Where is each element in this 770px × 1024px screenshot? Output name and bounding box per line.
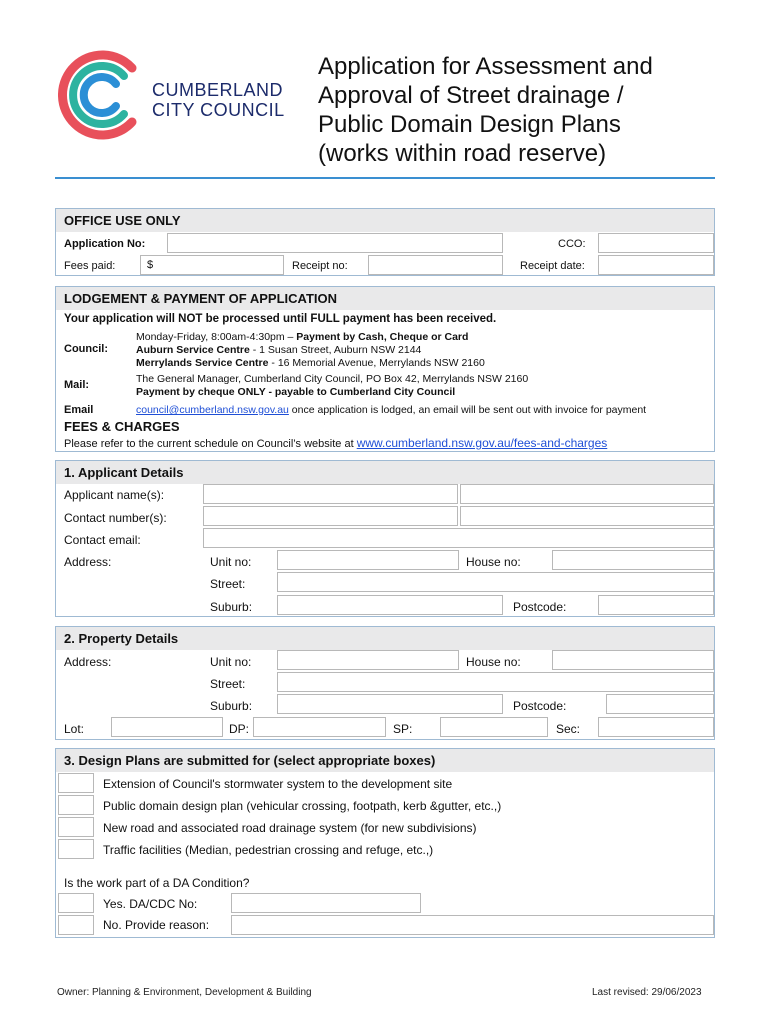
fees-text: Please refer to the current schedule on Council’s website at www.cumberland.nsw.gov.au/fees-and-charges <box>64 436 608 450</box>
applicant-names-label: Applicant name(s): <box>64 488 165 502</box>
title-line3: Public Domain Design Plans <box>318 111 621 138</box>
fees-paid-label: Fees paid: <box>64 260 116 272</box>
email-label: Email <box>64 404 94 416</box>
applicant-postcode-label: Postcode: <box>513 600 567 614</box>
title-line2: Approval of Street drainage / <box>318 82 624 109</box>
contact-number-input-1[interactable] <box>203 506 458 526</box>
contact-number-input-2[interactable] <box>460 506 714 526</box>
property-panel <box>55 626 715 740</box>
office-use-panel <box>55 208 715 276</box>
mail-label: Mail: <box>64 379 90 391</box>
lodgement-panel <box>55 286 715 452</box>
merrylands-centre: Merrylands Service Centre - 16 Memorial Avenue, Merrylands NSW 2160 <box>136 357 485 369</box>
payment-notice: Your application will NOT be processed until FULL payment has been received. <box>64 313 497 325</box>
property-unit-label: Unit no: <box>210 655 252 669</box>
mail-payment: Payment by cheque ONLY - payable to Cumberland City Council <box>136 386 456 398</box>
application-no-input[interactable] <box>167 233 503 253</box>
no-reason-input[interactable] <box>231 915 714 935</box>
page-title <box>318 52 748 168</box>
design-plans-header: 3. Design Plans are submitted for (select appropriate boxes) <box>56 749 714 772</box>
applicant-unit-input[interactable] <box>277 550 459 570</box>
applicant-name-input-1[interactable] <box>203 484 458 504</box>
email-line: council@cumberland.nsw.gov.au once application is lodged, an email will be sent out with invoice for payment <box>136 404 647 416</box>
dp-label: DP: <box>229 722 250 736</box>
application-no-label: Application No: <box>64 238 146 250</box>
cco-input[interactable] <box>598 233 714 253</box>
council-logo <box>58 50 298 140</box>
office-use-header: OFFICE USE ONLY <box>56 209 714 232</box>
da-question: Is the work part of a DA Condition? <box>64 876 250 890</box>
option-checkbox-3[interactable] <box>58 817 94 837</box>
property-postcode-label: Postcode: <box>513 699 567 713</box>
sp-input[interactable] <box>440 717 548 737</box>
property-postcode-input[interactable] <box>606 694 714 714</box>
receipt-no-label: Receipt no: <box>292 260 348 272</box>
fees-heading: FEES & CHARGES <box>64 419 180 434</box>
footer-owner: Owner: Planning & Environment, Development & Building <box>57 987 312 998</box>
property-suburb-input[interactable] <box>277 694 503 714</box>
property-unit-input[interactable] <box>277 650 459 670</box>
option-checkbox-4[interactable] <box>58 839 94 859</box>
applicant-postcode-input[interactable] <box>598 595 714 615</box>
fees-link[interactable]: www.cumberland.nsw.gov.au/fees-and-charges <box>356 436 608 450</box>
lodgement-header: LODGEMENT & PAYMENT OF APPLICATION <box>56 287 714 310</box>
applicant-house-input[interactable] <box>552 550 714 570</box>
da-yes-checkbox[interactable] <box>58 893 94 913</box>
applicant-street-input[interactable] <box>277 572 714 592</box>
option-label-1: Extension of Council's stormwater system to the development site <box>103 777 453 791</box>
applicant-street-label: Street: <box>210 577 246 591</box>
sec-input[interactable] <box>598 717 714 737</box>
title-line4: (works within road reserve) <box>318 140 607 167</box>
property-street-label: Street: <box>210 677 246 691</box>
council-logo-icon <box>58 50 148 140</box>
receipt-date-label: Receipt date: <box>520 260 585 272</box>
option-checkbox-2[interactable] <box>58 795 94 815</box>
lot-input[interactable] <box>111 717 223 737</box>
applicant-panel <box>55 460 715 617</box>
fees-paid-input[interactable] <box>140 255 284 275</box>
cco-label: CCO: <box>558 238 586 250</box>
email-link[interactable]: council@cumberland.nsw.gov.au <box>136 404 289 416</box>
property-suburb-label: Suburb: <box>210 699 253 713</box>
da-no-checkbox[interactable] <box>58 915 94 935</box>
da-no-label: No. Provide reason: <box>103 918 210 932</box>
dp-input[interactable] <box>253 717 386 737</box>
da-cdc-no-input[interactable] <box>231 893 421 913</box>
property-street-input[interactable] <box>277 672 714 692</box>
mail-address: The General Manager, Cumberland City Council, PO Box 42, Merrylands NSW 2160 <box>136 373 529 385</box>
logo-line1: CUMBERLAND <box>152 80 284 100</box>
property-address-label: Address: <box>64 655 112 669</box>
property-house-input[interactable] <box>552 650 714 670</box>
council-hours: Monday-Friday, 8:00am-4:30pm – Payment by Cash, Cheque or Card <box>136 331 469 343</box>
sec-label: Sec: <box>556 722 581 736</box>
auburn-centre: Auburn Service Centre - 1 Susan Street, Auburn NSW 2144 <box>136 344 422 356</box>
property-header: 2. Property Details <box>56 627 714 650</box>
title-divider <box>55 177 715 179</box>
receipt-no-input[interactable] <box>368 255 503 275</box>
option-checkbox-1[interactable] <box>58 773 94 793</box>
title-line1: Application for Assessment and <box>318 53 653 80</box>
sp-label: SP: <box>393 722 413 736</box>
applicant-address-label: Address: <box>64 555 112 569</box>
applicant-house-label: House no: <box>466 555 521 569</box>
dollar-sign: $ <box>147 259 154 271</box>
applicant-header: 1. Applicant Details <box>56 461 714 484</box>
receipt-date-input[interactable] <box>598 255 714 275</box>
lot-label: Lot: <box>64 722 85 736</box>
contact-numbers-label: Contact number(s): <box>64 511 167 525</box>
option-label-3: New road and associated road drainage system (for new subdivisions) <box>103 821 477 835</box>
applicant-suburb-input[interactable] <box>277 595 503 615</box>
applicant-name-input-2[interactable] <box>460 484 714 504</box>
da-yes-label: Yes. DA/CDC No: <box>103 897 198 911</box>
contact-email-label: Contact email: <box>64 533 141 547</box>
contact-email-input[interactable] <box>203 528 714 548</box>
applicant-unit-label: Unit no: <box>210 555 252 569</box>
option-label-4: Traffic facilities (Median, pedestrian crossing and refuge, etc.,) <box>103 843 434 857</box>
property-house-label: House no: <box>466 655 521 669</box>
logo-line2: CITY COUNCIL <box>152 100 285 120</box>
applicant-suburb-label: Suburb: <box>210 600 253 614</box>
footer-revised: Last revised: 29/06/2023 <box>592 987 702 998</box>
option-label-2: Public domain design plan (vehicular crossing, footpath, kerb &gutter, etc.,) <box>103 799 502 813</box>
council-label: Council: <box>64 343 108 355</box>
design-plans-panel <box>55 748 715 938</box>
